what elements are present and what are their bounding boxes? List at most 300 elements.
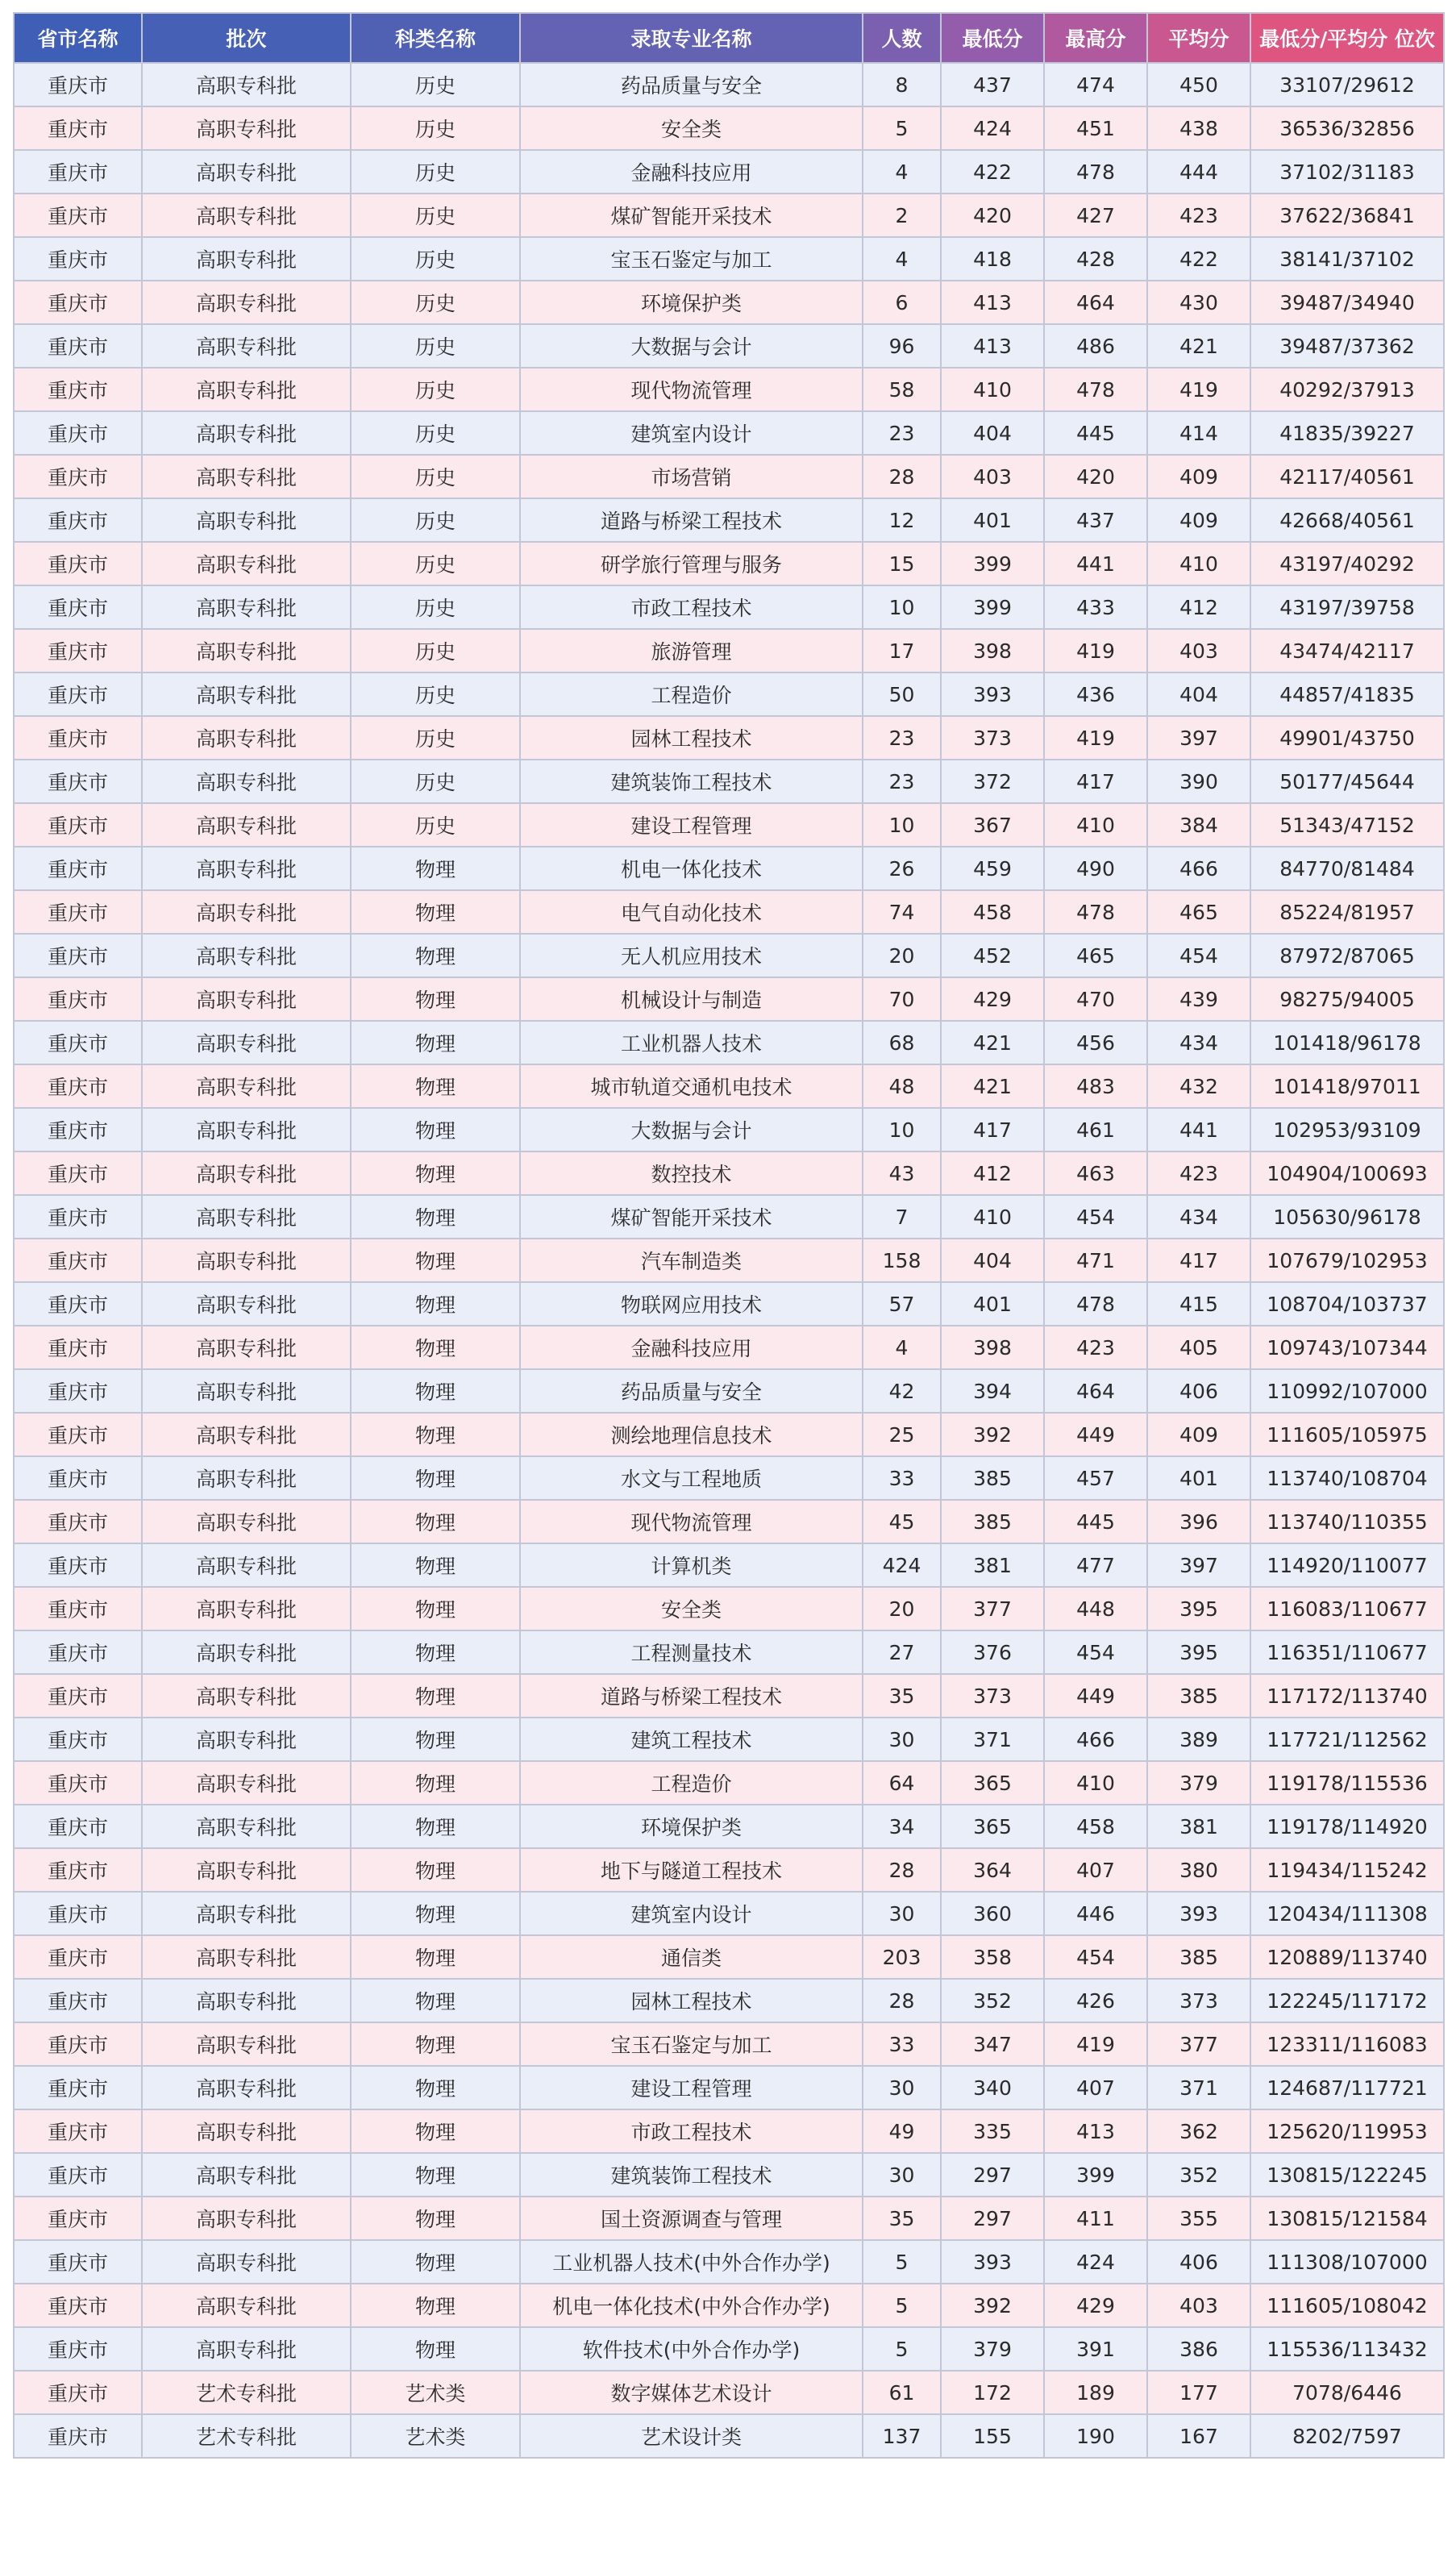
cell-min-score: 412 [941,1151,1044,1195]
cell-batch: 高职专科批 [142,1761,351,1805]
cell-subject-type: 物理 [351,1674,520,1718]
cell-batch: 高职专科批 [142,1805,351,1848]
cell-batch: 高职专科批 [142,2022,351,2066]
cell-count: 34 [863,1805,941,1848]
table-row [14,2109,1444,2153]
cell-major: 市政工程技术 [520,2109,863,2153]
cell-batch: 高职专科批 [142,1848,351,1892]
cell-count: 58 [863,368,941,411]
cell-subject-type: 历史 [351,324,520,368]
cell-avg-score: 422 [1147,237,1250,281]
cell-count: 30 [863,2153,941,2197]
cell-rank: 117721/112562 [1250,1718,1444,1761]
cell-avg-score: 386 [1147,2327,1250,2371]
cell-count: 5 [863,2327,941,2371]
cell-major: 软件技术(中外合作办学) [520,2327,863,2371]
cell-rank: 110992/107000 [1250,1369,1444,1413]
cell-subject-type: 物理 [351,2066,520,2109]
cell-avg-score: 385 [1147,1935,1250,1979]
cell-province: 重庆市 [14,150,142,194]
cell-min-score: 335 [941,2109,1044,2153]
cell-max-score: 478 [1044,150,1147,194]
cell-max-score: 437 [1044,498,1147,542]
cell-subject-type: 物理 [351,2240,520,2284]
cell-rank: 40292/37913 [1250,368,1444,411]
table-row [14,281,1444,324]
cell-province: 重庆市 [14,1543,142,1587]
header-rank: 最低分/平均分 位次 [1250,13,1444,63]
cell-avg-score: 465 [1147,890,1250,934]
cell-max-score: 471 [1044,1239,1147,1282]
cell-max-score: 413 [1044,2109,1147,2153]
cell-province: 重庆市 [14,1326,142,1369]
cell-max-score: 461 [1044,1108,1147,1151]
cell-province: 重庆市 [14,1630,142,1674]
cell-subject-type: 物理 [351,1064,520,1108]
cell-min-score: 458 [941,890,1044,934]
cell-subject-type: 物理 [351,1282,520,1326]
table-row [14,106,1444,150]
cell-count: 30 [863,1892,941,1935]
cell-rank: 50177/45644 [1250,760,1444,803]
cell-avg-score: 423 [1147,1151,1250,1195]
cell-count: 5 [863,2284,941,2327]
cell-max-score: 470 [1044,977,1147,1021]
cell-province: 重庆市 [14,1108,142,1151]
cell-subject-type: 历史 [351,498,520,542]
cell-major: 现代物流管理 [520,1500,863,1543]
cell-avg-score: 405 [1147,1326,1250,1369]
cell-max-score: 446 [1044,1892,1147,1935]
cell-min-score: 365 [941,1805,1044,1848]
cell-rank: 130815/121584 [1250,2197,1444,2240]
cell-avg-score: 410 [1147,542,1250,585]
cell-subject-type: 物理 [351,977,520,1021]
table-row [14,1587,1444,1630]
cell-min-score: 360 [941,1892,1044,1935]
cell-max-score: 458 [1044,1805,1147,1848]
cell-min-score: 404 [941,411,1044,455]
cell-count: 49 [863,2109,941,2153]
cell-major: 道路与桥梁工程技术 [520,498,863,542]
cell-avg-score: 406 [1147,2240,1250,2284]
cell-avg-score: 409 [1147,455,1250,498]
cell-rank: 107679/102953 [1250,1239,1444,1282]
table-row [14,585,1444,629]
cell-count: 68 [863,1021,941,1064]
cell-count: 4 [863,237,941,281]
cell-province: 重庆市 [14,890,142,934]
cell-rank: 8202/7597 [1250,2414,1444,2458]
cell-subject-type: 物理 [351,1413,520,1456]
cell-batch: 高职专科批 [142,585,351,629]
table-row [14,368,1444,411]
cell-major: 国土资源调查与管理 [520,2197,863,2240]
cell-rank: 101418/96178 [1250,1021,1444,1064]
cell-rank: 125620/119953 [1250,2109,1444,2153]
cell-count: 10 [863,1108,941,1151]
cell-min-score: 413 [941,281,1044,324]
cell-avg-score: 450 [1147,63,1250,106]
cell-count: 5 [863,106,941,150]
cell-min-score: 417 [941,1108,1044,1151]
cell-major: 工业机器人技术 [520,1021,863,1064]
cell-batch: 高职专科批 [142,1369,351,1413]
table-row [14,716,1444,760]
cell-max-score: 436 [1044,673,1147,716]
cell-min-score: 429 [941,977,1044,1021]
cell-batch: 高职专科批 [142,1718,351,1761]
cell-province: 重庆市 [14,2327,142,2371]
cell-major: 城市轨道交通机电技术 [520,1064,863,1108]
cell-min-score: 398 [941,629,1044,673]
table-row [14,1718,1444,1761]
cell-batch: 高职专科批 [142,237,351,281]
cell-major: 机电一体化技术 [520,847,863,890]
cell-min-score: 394 [941,1369,1044,1413]
cell-batch: 高职专科批 [142,1108,351,1151]
cell-subject-type: 物理 [351,1456,520,1500]
table-row [14,1892,1444,1935]
table-row [14,890,1444,934]
cell-max-score: 410 [1044,803,1147,847]
cell-batch: 高职专科批 [142,411,351,455]
cell-province: 重庆市 [14,1239,142,1282]
cell-rank: 49901/43750 [1250,716,1444,760]
cell-max-score: 464 [1044,281,1147,324]
table-row [14,2371,1444,2414]
cell-rank: 41835/39227 [1250,411,1444,455]
cell-min-score: 392 [941,1413,1044,1456]
cell-province: 重庆市 [14,760,142,803]
cell-avg-score: 371 [1147,2066,1250,2109]
cell-avg-score: 362 [1147,2109,1250,2153]
cell-avg-score: 393 [1147,1892,1250,1935]
header-min-score: 最低分 [941,13,1044,63]
table-row [14,150,1444,194]
table-row [14,2414,1444,2458]
cell-max-score: 445 [1044,1500,1147,1543]
cell-subject-type: 物理 [351,2327,520,2371]
cell-min-score: 376 [941,1630,1044,1674]
cell-province: 重庆市 [14,2153,142,2197]
table-body [14,63,1444,2458]
cell-count: 20 [863,1587,941,1630]
table-row [14,1543,1444,1587]
cell-rank: 122245/117172 [1250,1979,1444,2022]
cell-rank: 117172/113740 [1250,1674,1444,1718]
cell-subject-type: 历史 [351,194,520,237]
cell-batch: 高职专科批 [142,1979,351,2022]
cell-subject-type: 历史 [351,63,520,106]
cell-rank: 39487/34940 [1250,281,1444,324]
cell-province: 重庆市 [14,455,142,498]
cell-major: 测绘地理信息技术 [520,1413,863,1456]
cell-province: 重庆市 [14,2109,142,2153]
cell-major: 大数据与会计 [520,1108,863,1151]
table-row [14,1979,1444,2022]
cell-rank: 37102/31183 [1250,150,1444,194]
header-province: 省市名称 [14,13,142,63]
cell-min-score: 340 [941,2066,1044,2109]
cell-province: 重庆市 [14,1805,142,1848]
header-major: 录取专业名称 [520,13,863,63]
cell-count: 30 [863,2066,941,2109]
table-row [14,455,1444,498]
cell-count: 8 [863,63,941,106]
cell-count: 23 [863,716,941,760]
table-row [14,1326,1444,1369]
cell-max-score: 407 [1044,2066,1147,2109]
table-row [14,673,1444,716]
cell-batch: 高职专科批 [142,106,351,150]
cell-subject-type: 物理 [351,2153,520,2197]
cell-major: 金融科技应用 [520,1326,863,1369]
cell-province: 重庆市 [14,1195,142,1239]
cell-major: 机械设计与制造 [520,977,863,1021]
cell-max-score: 448 [1044,1587,1147,1630]
cell-min-score: 364 [941,1848,1044,1892]
cell-avg-score: 439 [1147,977,1250,1021]
cell-rank: 33107/29612 [1250,63,1444,106]
cell-avg-score: 379 [1147,1761,1250,1805]
cell-count: 10 [863,585,941,629]
cell-batch: 高职专科批 [142,1587,351,1630]
cell-avg-score: 380 [1147,1848,1250,1892]
cell-subject-type: 物理 [351,1021,520,1064]
cell-avg-score: 417 [1147,1239,1250,1282]
table-row [14,1108,1444,1151]
table-row [14,2327,1444,2371]
admission-table-container [13,12,1443,2459]
cell-avg-score: 397 [1147,716,1250,760]
cell-min-score: 418 [941,237,1044,281]
cell-batch: 高职专科批 [142,1543,351,1587]
cell-max-score: 457 [1044,1456,1147,1500]
cell-count: 57 [863,1282,941,1326]
cell-max-score: 190 [1044,2414,1147,2458]
cell-subject-type: 物理 [351,1151,520,1195]
cell-batch: 高职专科批 [142,629,351,673]
cell-avg-score: 423 [1147,194,1250,237]
cell-rank: 120434/111308 [1250,1892,1444,1935]
cell-avg-score: 404 [1147,673,1250,716]
table-row [14,1500,1444,1543]
cell-count: 5 [863,2240,941,2284]
cell-avg-score: 438 [1147,106,1250,150]
cell-avg-score: 466 [1147,847,1250,890]
cell-subject-type: 历史 [351,281,520,324]
cell-rank: 113740/110355 [1250,1500,1444,1543]
cell-rank: 51343/47152 [1250,803,1444,847]
cell-avg-score: 409 [1147,1413,1250,1456]
cell-rank: 36536/32856 [1250,106,1444,150]
cell-max-score: 478 [1044,890,1147,934]
cell-major: 通信类 [520,1935,863,1979]
cell-count: 33 [863,1456,941,1500]
cell-subject-type: 物理 [351,1108,520,1151]
cell-max-score: 427 [1044,194,1147,237]
cell-province: 重庆市 [14,2371,142,2414]
cell-province: 重庆市 [14,2414,142,2458]
table-row [14,847,1444,890]
cell-major: 市政工程技术 [520,585,863,629]
cell-avg-score: 406 [1147,1369,1250,1413]
cell-subject-type: 物理 [351,1892,520,1935]
cell-subject-type: 物理 [351,890,520,934]
cell-max-score: 441 [1044,542,1147,585]
table-row [14,1369,1444,1413]
cell-province: 重庆市 [14,1369,142,1413]
cell-subject-type: 历史 [351,455,520,498]
cell-min-score: 401 [941,1282,1044,1326]
cell-subject-type: 历史 [351,716,520,760]
cell-subject-type: 物理 [351,1848,520,1892]
cell-count: 7 [863,1195,941,1239]
cell-min-score: 421 [941,1021,1044,1064]
cell-subject-type: 物理 [351,1718,520,1761]
cell-min-score: 347 [941,2022,1044,2066]
cell-subject-type: 历史 [351,368,520,411]
cell-rank: 130815/122245 [1250,2153,1444,2197]
cell-subject-type: 历史 [351,673,520,716]
cell-batch: 高职专科批 [142,150,351,194]
table-row [14,803,1444,847]
table-row [14,498,1444,542]
cell-min-score: 421 [941,1064,1044,1108]
cell-max-score: 454 [1044,1195,1147,1239]
cell-province: 重庆市 [14,1587,142,1630]
cell-max-score: 423 [1044,1326,1147,1369]
table-row [14,1239,1444,1282]
cell-province: 重庆市 [14,673,142,716]
table-row [14,1021,1444,1064]
cell-avg-score: 352 [1147,2153,1250,2197]
table-row [14,411,1444,455]
cell-avg-score: 441 [1147,1108,1250,1151]
cell-count: 424 [863,1543,941,1587]
cell-province: 重庆市 [14,237,142,281]
cell-major: 煤矿智能开采技术 [520,1195,863,1239]
cell-major: 金融科技应用 [520,150,863,194]
cell-max-score: 189 [1044,2371,1147,2414]
cell-avg-score: 395 [1147,1630,1250,1674]
cell-batch: 高职专科批 [142,760,351,803]
cell-major: 园林工程技术 [520,1979,863,2022]
cell-count: 70 [863,977,941,1021]
cell-major: 汽车制造类 [520,1239,863,1282]
cell-max-score: 449 [1044,1413,1147,1456]
cell-major: 工程测量技术 [520,1630,863,1674]
cell-min-score: 424 [941,106,1044,150]
cell-province: 重庆市 [14,1021,142,1064]
header-row [14,13,1444,63]
cell-province: 重庆市 [14,803,142,847]
cell-major: 艺术设计类 [520,2414,863,2458]
cell-rank: 104904/100693 [1250,1151,1444,1195]
cell-min-score: 401 [941,498,1044,542]
cell-major: 水文与工程地质 [520,1456,863,1500]
cell-count: 158 [863,1239,941,1282]
cell-subject-type: 艺术类 [351,2371,520,2414]
cell-count: 42 [863,1369,941,1413]
cell-province: 重庆市 [14,2284,142,2327]
table-row [14,1630,1444,1674]
cell-avg-score: 381 [1147,1805,1250,1848]
cell-avg-score: 430 [1147,281,1250,324]
cell-subject-type: 物理 [351,1761,520,1805]
cell-count: 27 [863,1630,941,1674]
cell-count: 2 [863,194,941,237]
cell-max-score: 449 [1044,1674,1147,1718]
cell-batch: 高职专科批 [142,2066,351,2109]
table-row [14,2022,1444,2066]
cell-min-score: 420 [941,194,1044,237]
cell-avg-score: 403 [1147,2284,1250,2327]
cell-avg-score: 377 [1147,2022,1250,2066]
cell-rank: 101418/97011 [1250,1064,1444,1108]
cell-rank: 119434/115242 [1250,1848,1444,1892]
cell-max-score: 426 [1044,1979,1147,2022]
cell-count: 35 [863,1674,941,1718]
table-row [14,2197,1444,2240]
cell-major: 无人机应用技术 [520,934,863,977]
cell-major: 市场营销 [520,455,863,498]
cell-max-score: 407 [1044,1848,1147,1892]
cell-min-score: 373 [941,716,1044,760]
cell-province: 重庆市 [14,1413,142,1456]
cell-max-score: 454 [1044,1630,1147,1674]
cell-avg-score: 177 [1147,2371,1250,2414]
cell-min-score: 371 [941,1718,1044,1761]
cell-rank: 102953/93109 [1250,1108,1444,1151]
cell-max-score: 391 [1044,2327,1147,2371]
cell-max-score: 428 [1044,237,1147,281]
cell-max-score: 411 [1044,2197,1147,2240]
table-row [14,1935,1444,1979]
cell-min-score: 297 [941,2197,1044,2240]
cell-batch: 高职专科批 [142,324,351,368]
cell-count: 61 [863,2371,941,2414]
cell-avg-score: 454 [1147,934,1250,977]
cell-batch: 高职专科批 [142,673,351,716]
cell-avg-score: 389 [1147,1718,1250,1761]
table-row [14,977,1444,1021]
cell-batch: 高职专科批 [142,1195,351,1239]
cell-min-score: 399 [941,585,1044,629]
cell-avg-score: 414 [1147,411,1250,455]
cell-major: 环境保护类 [520,281,863,324]
cell-max-score: 424 [1044,2240,1147,2284]
cell-count: 45 [863,1500,941,1543]
cell-avg-score: 444 [1147,150,1250,194]
cell-avg-score: 385 [1147,1674,1250,1718]
cell-subject-type: 物理 [351,1239,520,1282]
cell-avg-score: 412 [1147,585,1250,629]
cell-batch: 高职专科批 [142,803,351,847]
cell-avg-score: 419 [1147,368,1250,411]
cell-min-score: 398 [941,1326,1044,1369]
cell-count: 30 [863,1718,941,1761]
cell-province: 重庆市 [14,1456,142,1500]
cell-min-score: 379 [941,2327,1044,2371]
cell-min-score: 452 [941,934,1044,977]
cell-min-score: 410 [941,1195,1044,1239]
cell-avg-score: 415 [1147,1282,1250,1326]
cell-major: 旅游管理 [520,629,863,673]
cell-min-score: 381 [941,1543,1044,1587]
cell-min-score: 367 [941,803,1044,847]
